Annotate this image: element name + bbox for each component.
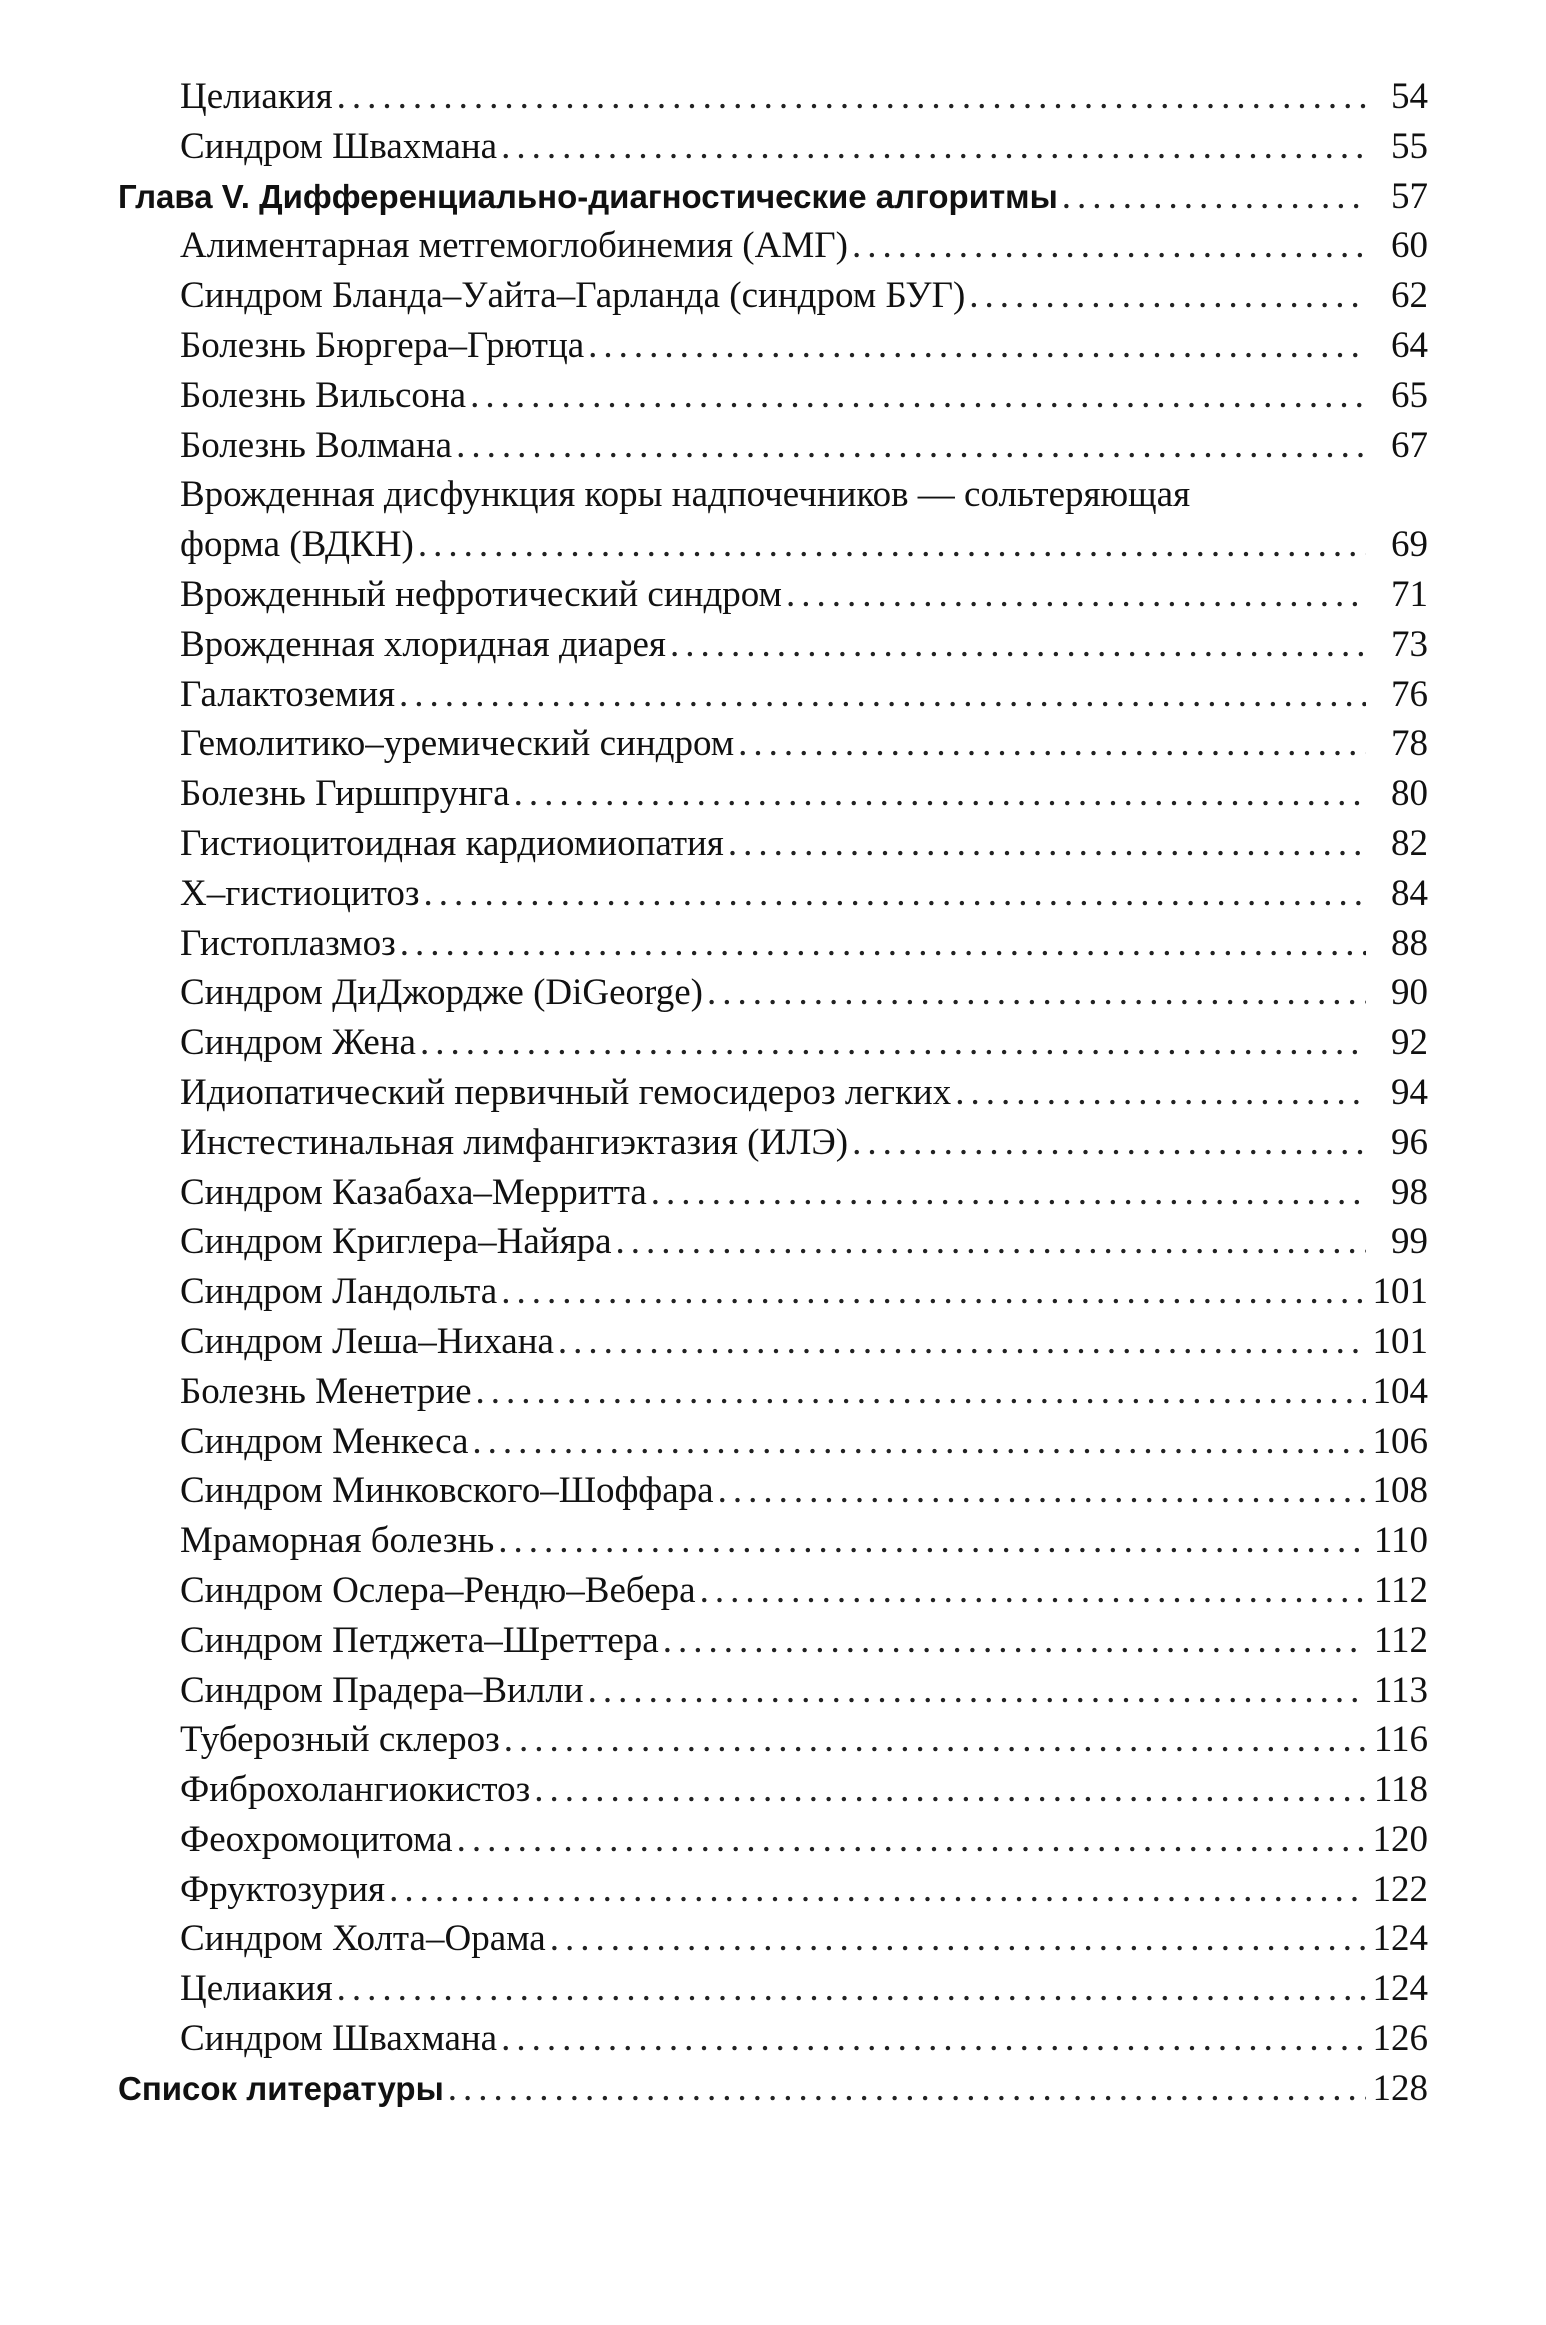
toc-entry-title: Врожденный нефротический синдром: [180, 573, 782, 615]
toc-page-number: 110: [1373, 1520, 1428, 1562]
toc-page-number: 62: [1391, 275, 1428, 317]
toc-entry-title: Синдром Бланда–Уайта–Гарланда (синдром БУГ): [180, 275, 966, 317]
toc-entry[interactable]: [118, 421, 1428, 471]
toc-page-number: 101: [1372, 1320, 1428, 1362]
toc-entry[interactable]: [118, 72, 1428, 122]
dot-leader: [852, 221, 1366, 271]
toc-entry[interactable]: [118, 670, 1428, 720]
toc-page-number: 120: [1372, 1818, 1428, 1860]
toc-entry-title: Врожденная дисфункция коры надпочечников — сольтеряющая: [180, 474, 1191, 516]
dot-leader: [588, 321, 1366, 371]
toc-page-number: 122: [1372, 1868, 1428, 1910]
toc-page-number: 126: [1372, 2018, 1428, 2060]
toc-page-number: 54: [1391, 76, 1428, 117]
toc-entry-title: Алиментарная метгемоглобинемия (АМГ): [180, 225, 848, 267]
dot-leader: [399, 670, 1366, 720]
toc-entry[interactable]: [118, 719, 1428, 769]
toc-page-number: 112: [1373, 1619, 1428, 1661]
toc-entry-title: Болезнь Гиршпрунга: [180, 773, 510, 815]
toc-page-number: 76: [1391, 673, 1428, 715]
toc-entry-title: Синдром Петджета–Шреттера: [180, 1619, 659, 1661]
toc-entry-title: Синдром Менкеса: [180, 1420, 469, 1462]
toc-entry[interactable]: [118, 1715, 1428, 1765]
dot-leader: [514, 769, 1366, 819]
dot-leader: [955, 1068, 1366, 1118]
toc-entry-title: Список литературы: [118, 2069, 444, 2107]
toc-entry-title: Болезнь Вильсона: [180, 374, 467, 416]
toc-entry-title: Синдром Ландольта: [180, 1271, 498, 1313]
toc-page-number: 80: [1391, 773, 1428, 815]
toc-entry[interactable]: [118, 570, 1428, 620]
toc-entry[interactable]: [118, 1466, 1428, 1516]
toc-page-number: 104: [1372, 1370, 1428, 1412]
dot-leader: [728, 819, 1366, 869]
toc-entry-title: Болезнь Менетрие: [180, 1370, 472, 1412]
toc-page-number: 78: [1391, 723, 1428, 765]
dot-leader: [504, 1715, 1366, 1765]
toc-entry-title: Целиакия: [180, 76, 333, 117]
toc-page-number: 67: [1391, 424, 1428, 466]
toc-page-number: 128: [1372, 2067, 1428, 2109]
toc-entry[interactable]: [118, 271, 1428, 321]
toc-entry-title: Гемолитико–уремический синдром: [180, 723, 735, 765]
toc-page-number: 55: [1391, 125, 1428, 167]
toc-entry-title: Идиопатический первичный гемосидероз легких: [180, 1071, 952, 1113]
dot-leader: [501, 2014, 1366, 2064]
toc-entry[interactable]: [118, 1765, 1428, 1815]
dot-leader: [418, 520, 1366, 570]
toc-page-number: 69: [1391, 524, 1428, 566]
toc-page-number: 90: [1391, 972, 1428, 1014]
toc-entry-title: Фруктозурия: [180, 1868, 386, 1910]
dot-leader: [616, 1217, 1366, 1267]
toc-entry[interactable]: [118, 1168, 1428, 1218]
dot-leader: [501, 1267, 1366, 1317]
toc-page-number: 124: [1372, 1968, 1428, 2010]
toc-entry-title: Синдром Казабаха–Мерритта: [180, 1171, 647, 1213]
dot-leader: [400, 919, 1366, 969]
dot-leader: [498, 1516, 1366, 1566]
toc-page-number: 96: [1391, 1121, 1428, 1163]
toc-entry-title: Гистоплазмоз: [180, 922, 396, 964]
toc-entry-title: Туберозный склероз: [180, 1719, 500, 1761]
toc-entry[interactable]: [118, 2064, 1428, 2114]
dot-leader: [707, 968, 1366, 1018]
toc-entry[interactable]: [118, 1018, 1428, 1068]
toc-entry[interactable]: [118, 1317, 1428, 1367]
dot-leader: [1062, 172, 1366, 222]
toc-entry-title: Синдром Швахмана: [180, 2018, 498, 2060]
toc-entry[interactable]: [118, 869, 1428, 919]
toc-page-number: 60: [1391, 225, 1428, 267]
dot-leader: [472, 1417, 1366, 1467]
toc-entry[interactable]: [118, 819, 1428, 869]
toc-page-number: 118: [1373, 1769, 1428, 1811]
toc-entry-title: Синдром ДиДжордже (DiGeorge): [180, 972, 703, 1014]
toc-page-number: 99: [1391, 1221, 1428, 1263]
toc-entry-title: Инстестинальная лимфангиэктазия (ИЛЭ): [180, 1121, 849, 1163]
dot-leader: [969, 271, 1366, 321]
toc-entry-title: Галактоземия: [180, 673, 396, 715]
toc-entry[interactable]: [118, 172, 1428, 222]
toc-entry[interactable]: [118, 1367, 1428, 1417]
toc-page-number: 84: [1391, 872, 1428, 914]
toc-entry-title-continuation: форма (ВДКН): [180, 524, 414, 566]
toc-entry-title: Фиброхолангиокистоз: [180, 1769, 531, 1811]
toc-entry[interactable]: [118, 1566, 1428, 1616]
toc-page-number: 101: [1372, 1271, 1428, 1313]
toc-page-number: 106: [1372, 1420, 1428, 1462]
dot-leader: [651, 1168, 1366, 1218]
toc-entry[interactable]: [118, 1865, 1428, 1915]
toc-entry[interactable]: [118, 1417, 1428, 1467]
dot-leader: [470, 371, 1366, 421]
toc-entry[interactable]: [118, 1666, 1428, 1716]
dot-leader: [456, 421, 1366, 471]
dot-leader: [337, 72, 1366, 122]
toc-page-number: 112: [1373, 1569, 1428, 1611]
toc-entry[interactable]: [118, 321, 1428, 371]
dot-leader: [718, 1466, 1366, 1516]
dot-leader: [670, 620, 1366, 670]
toc-entry-title: Мраморная болезнь: [180, 1520, 495, 1562]
toc-entry[interactable]: [118, 1616, 1428, 1666]
toc-entry[interactable]: [118, 1267, 1428, 1317]
toc-entry[interactable]: [118, 1118, 1428, 1168]
toc-entry-title: Синдром Холта–Орама: [180, 1918, 546, 1960]
dot-leader: [700, 1566, 1366, 1616]
toc-entry[interactable]: [118, 1516, 1428, 1566]
dot-leader: [420, 1018, 1366, 1068]
toc-entry[interactable]: [118, 221, 1428, 271]
toc-entry-title: Синдром Минковского–Шоффара: [180, 1470, 714, 1512]
toc-entry-title: Синдром Ослера–Рендю–Вебера: [180, 1569, 696, 1611]
toc-page-number: 65: [1391, 374, 1428, 416]
toc-entry[interactable]: [118, 1068, 1428, 1118]
toc-page-number: 71: [1391, 573, 1428, 615]
toc-page-number: 113: [1373, 1669, 1428, 1711]
dot-leader: [786, 570, 1366, 620]
dot-leader: [337, 1964, 1366, 2014]
toc-page-number: 64: [1391, 324, 1428, 366]
toc-page-number: 108: [1372, 1470, 1428, 1512]
toc-entry-title: Болезнь Волмана: [180, 424, 453, 466]
toc-entry-title: Феохромоцитома: [180, 1818, 453, 1860]
toc-entry-title: Синдром Жена: [180, 1022, 416, 1064]
toc-page-number: 92: [1391, 1022, 1428, 1064]
dot-leader: [852, 1118, 1366, 1168]
dot-leader: [550, 1914, 1366, 1964]
toc-page-number: 116: [1373, 1719, 1428, 1761]
toc-entry[interactable]: [118, 919, 1428, 969]
toc-entry-title: Синдром Криглера–Найяра: [180, 1221, 612, 1263]
toc-page-number: 73: [1391, 623, 1428, 665]
toc-entry[interactable]: [118, 1964, 1428, 2014]
dot-leader: [588, 1666, 1366, 1716]
toc-entry-title: Синдром Швахмана: [180, 125, 498, 167]
toc-entry[interactable]: [118, 2014, 1428, 2064]
toc-page-number: 98: [1391, 1171, 1428, 1213]
toc-page-number: 57: [1391, 175, 1428, 217]
toc-entry-title: Глава V. Дифференциально-диагностические алгоритмы: [118, 177, 1058, 215]
toc-page-number: 82: [1391, 822, 1428, 864]
toc-entry-title: Синдром Леша–Нихана: [180, 1320, 554, 1362]
toc-page-number: 124: [1372, 1918, 1428, 1960]
toc-entry-title: Целиакия: [180, 1968, 333, 2010]
dot-leader: [457, 1815, 1366, 1865]
table-of-contents: [118, 72, 1428, 2114]
toc-entry-line: [118, 470, 1428, 520]
toc-entry-title: X–гистиоцитоз: [180, 872, 420, 914]
toc-page-number: 88: [1391, 922, 1428, 964]
toc-entry[interactable]: [118, 520, 1428, 570]
toc-page-number: 94: [1391, 1071, 1428, 1113]
toc-entry[interactable]: [118, 1914, 1428, 1964]
toc-entry[interactable]: [118, 1217, 1428, 1267]
dot-leader: [501, 122, 1366, 172]
dot-leader: [738, 719, 1366, 769]
toc-entry[interactable]: [118, 371, 1428, 421]
toc-entry-title: Болезнь Бюргера–Грютца: [180, 324, 585, 366]
toc-entry-title: Синдром Прадера–Вилли: [180, 1669, 584, 1711]
dot-leader: [389, 1865, 1366, 1915]
toc-entry-title: Врожденная хлоридная диарея: [180, 623, 666, 665]
dot-leader: [534, 1765, 1366, 1815]
toc-entry[interactable]: [118, 769, 1428, 819]
dot-leader: [424, 869, 1367, 919]
toc-entry[interactable]: [118, 122, 1428, 172]
toc-entry[interactable]: [118, 620, 1428, 670]
dot-leader: [663, 1616, 1366, 1666]
dot-leader: [558, 1317, 1366, 1367]
dot-leader: [448, 2064, 1366, 2114]
toc-entry[interactable]: [118, 1815, 1428, 1865]
dot-leader: [476, 1367, 1366, 1417]
toc-entry-title: Гистиоцитоидная кардиомиопатия: [180, 822, 724, 864]
toc-entry[interactable]: [118, 968, 1428, 1018]
